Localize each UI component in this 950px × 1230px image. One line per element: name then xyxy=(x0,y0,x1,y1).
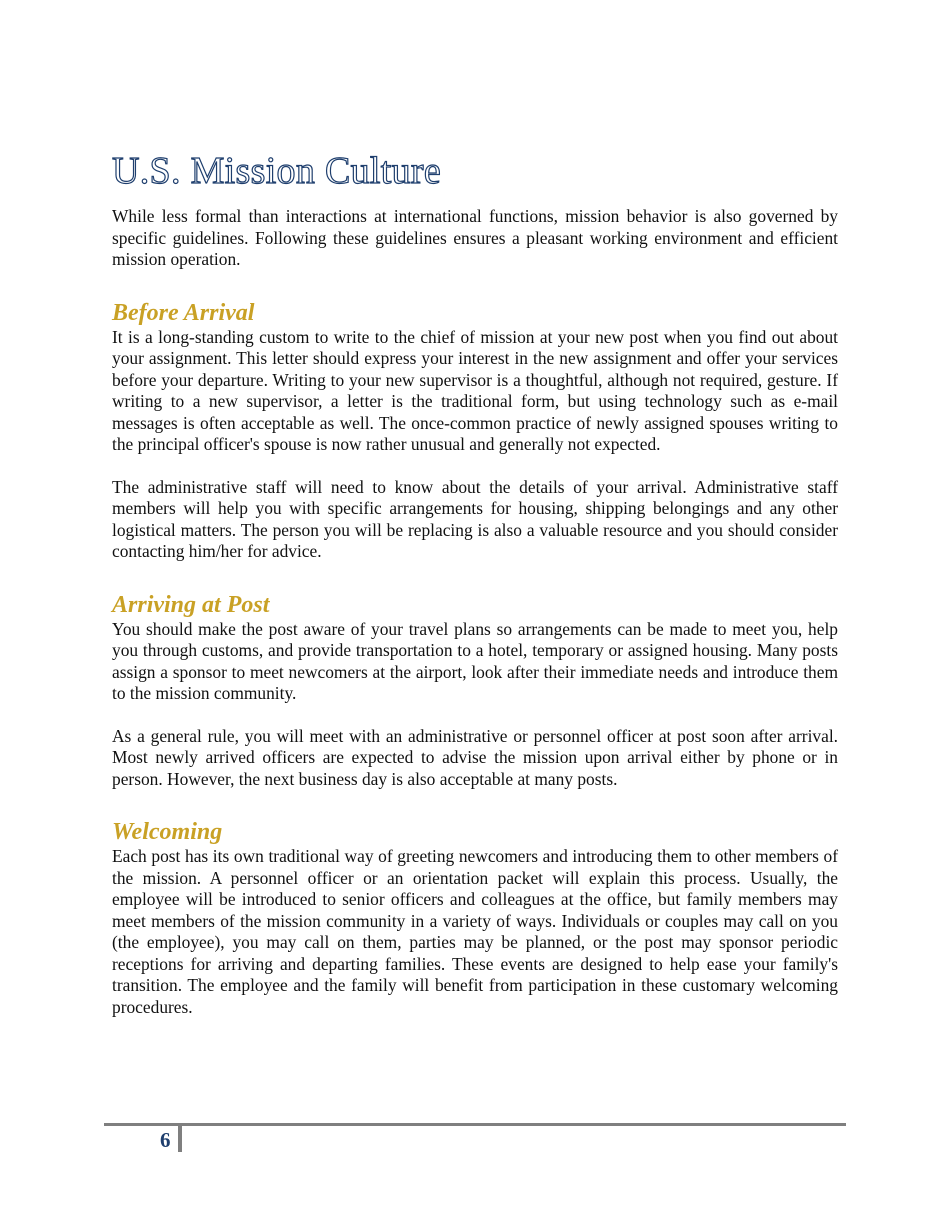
paragraph: It is a long-standing custom to write to the chief of mission at your new post when you find out about your assignment. This letter should express your interest in the new assignment and offer your services before your departure. Writing to your new supervisor is a thoughtful, although not required, gesture. If writing to a new supervisor, a letter is the traditional form, but using technology such as e-mail messages is often acceptable as well. The once-common practice of newly assigned spouses writing to the principal officer's spouse is now rather unusual and generally not expected. xyxy=(112,326,838,454)
paragraph: As a general rule, you will meet with an administrative or personnel officer at post soon after arrival. Most newly arrived officers are expected to advise the mission upon arrival either by phone or in person. However, the next business day is also acceptable at many posts. xyxy=(112,725,838,789)
paragraph: You should make the post aware of your travel plans so arrangements can be made to meet you, help you through customs, and provide transportation to a hotel, temporary or assigned housing. Many posts assign a sponsor to meet newcomers at the airport, look after their immediate needs and introduce them to the mission community. xyxy=(112,618,838,703)
page-number: 6 xyxy=(160,1128,171,1152)
section-heading-arriving-at-post: Arriving at Post xyxy=(112,591,270,618)
paragraph: Each post has its own traditional way of greeting newcomers and introducing them to other members of the mission. A personnel officer or an orientation packet will explain this process. Usually, the employee will be introduced to senior officers and colleagues at the office, but family members may meet members of the mission community in a variety of ways. Individuals or couples may call on you (the employee), you may call on them, parties may be planned, or the post may sponsor periodic receptions for arriving and departing families. These events are designed to help ease your family's transition. The employee and the family will benefit from participation in these customary welcoming procedures. xyxy=(112,846,838,1017)
section-heading-welcoming: Welcoming xyxy=(112,819,223,845)
document-body xyxy=(112,148,838,1018)
section-heading-before-arrival: Before Arrival xyxy=(112,299,255,326)
page-number-divider xyxy=(178,1126,182,1152)
paragraph: The administrative staff will need to know about the details of your arrival. Administrative staff members will help you with specific arrangements for housing, shipping belongings and any other logistical matters. The person you will be replacing is also a valuable resource and you should consider contacting him/her for advice. xyxy=(112,476,838,561)
footer-rule xyxy=(104,1123,846,1126)
page-title: U.S. Mission Culture xyxy=(112,150,442,192)
intro-paragraph: While less formal than interactions at international functions, mission behavior is also governed by specific guidelines. Following these guidelines ensures a pleasant working environment and efficient mission operation. xyxy=(112,206,838,269)
